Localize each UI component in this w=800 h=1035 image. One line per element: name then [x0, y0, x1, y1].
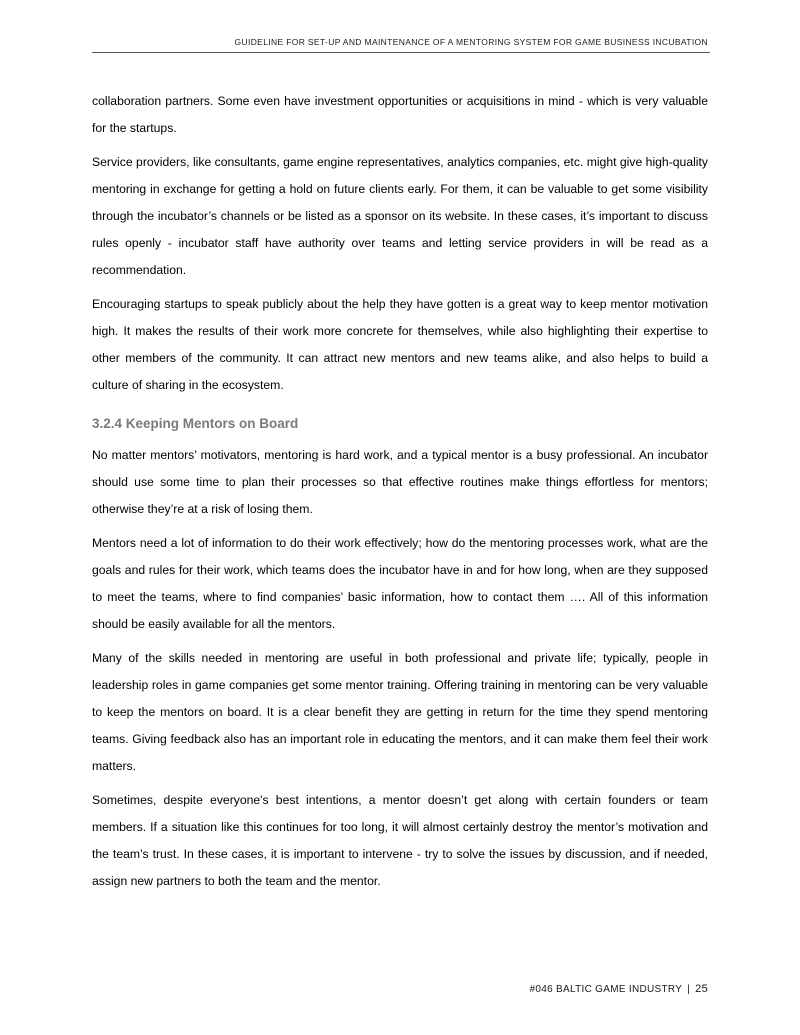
body-paragraph: Many of the skills needed in mentoring are useful in both professional and private life; typically, people in leadership roles in game companies get some mentor training. Offering training in mentoring can be very valuable to keep the mentors on board. It is a clear benefit they are getting in return for the time they spend mentoring teams. Giving feedback also has an important role in educating the mentors, and it can make them feel their work matters. [92, 651, 708, 773]
footer-publication: #046 BALTIC GAME INDUSTRY [529, 984, 683, 995]
page-content [92, 88, 708, 902]
body-paragraph: Mentors need a lot of information to do their work effectively; how do the mentoring processes work, what are the goals and rules for their work, which teams does the incubator have in and for how long, when are they supposed to meet the teams, where to find companies’ basic information, how to contact them …. All of this information should be easily available for all the mentors. [92, 536, 708, 631]
body-paragraph: Service providers, like consultants, game engine representatives, analytics companies, etc. might give high-quality mentoring in exchange for getting a hold on future clients early. For them, it can be valuable to get some visibility through the incubator’s channels or be listed as a sponsor on its website. In these cases, it’s important to discuss rules openly - incubator staff have authority over teams and letting service providers in will be read as a recommendation. [92, 155, 708, 277]
running-header-title: GUIDELINE FOR SET-UP AND MAINTENANCE OF A MENTORING SYSTEM FOR GAME BUSINESS INCUBATION [234, 37, 708, 47]
body-paragraph: collaboration partners. Some even have investment opportunities or acquisitions in mind - which is very valuable for the startups. [92, 94, 708, 135]
body-paragraph: No matter mentors’ motivators, mentoring is hard work, and a typical mentor is a busy professional. An incubator should use some time to plan their processes so that effective routines make things effortless for mentors; otherwise they’re at a risk of losing them. [92, 448, 708, 516]
body-paragraph: Sometimes, despite everyone's best intentions, a mentor doesn’t get along with certain founders or team members. If a situation like this continues for too long, it will almost certainly destroy the mentor’s motivation and the team’s trust. In these cases, it is important to intervene - try to solve the issues by discussion, and if needed, assign new partners to both the team and the mentor. [92, 793, 708, 888]
footer-separator: | [687, 984, 691, 995]
body-paragraph: Encouraging startups to speak publicly about the help they have gotten is a great way to keep mentor motivation high. It makes the results of their work more concrete for themselves, while also highlighting their expertise to other members of the community. It can attract new mentors and new teams alike, and also helps to build a culture of sharing in the ecosystem. [92, 297, 708, 392]
header-rule [92, 52, 710, 53]
page-number: 25 [695, 983, 708, 995]
section-heading: 3.2.4 Keeping Mentors on Board [92, 416, 299, 431]
page-footer [530, 983, 709, 995]
